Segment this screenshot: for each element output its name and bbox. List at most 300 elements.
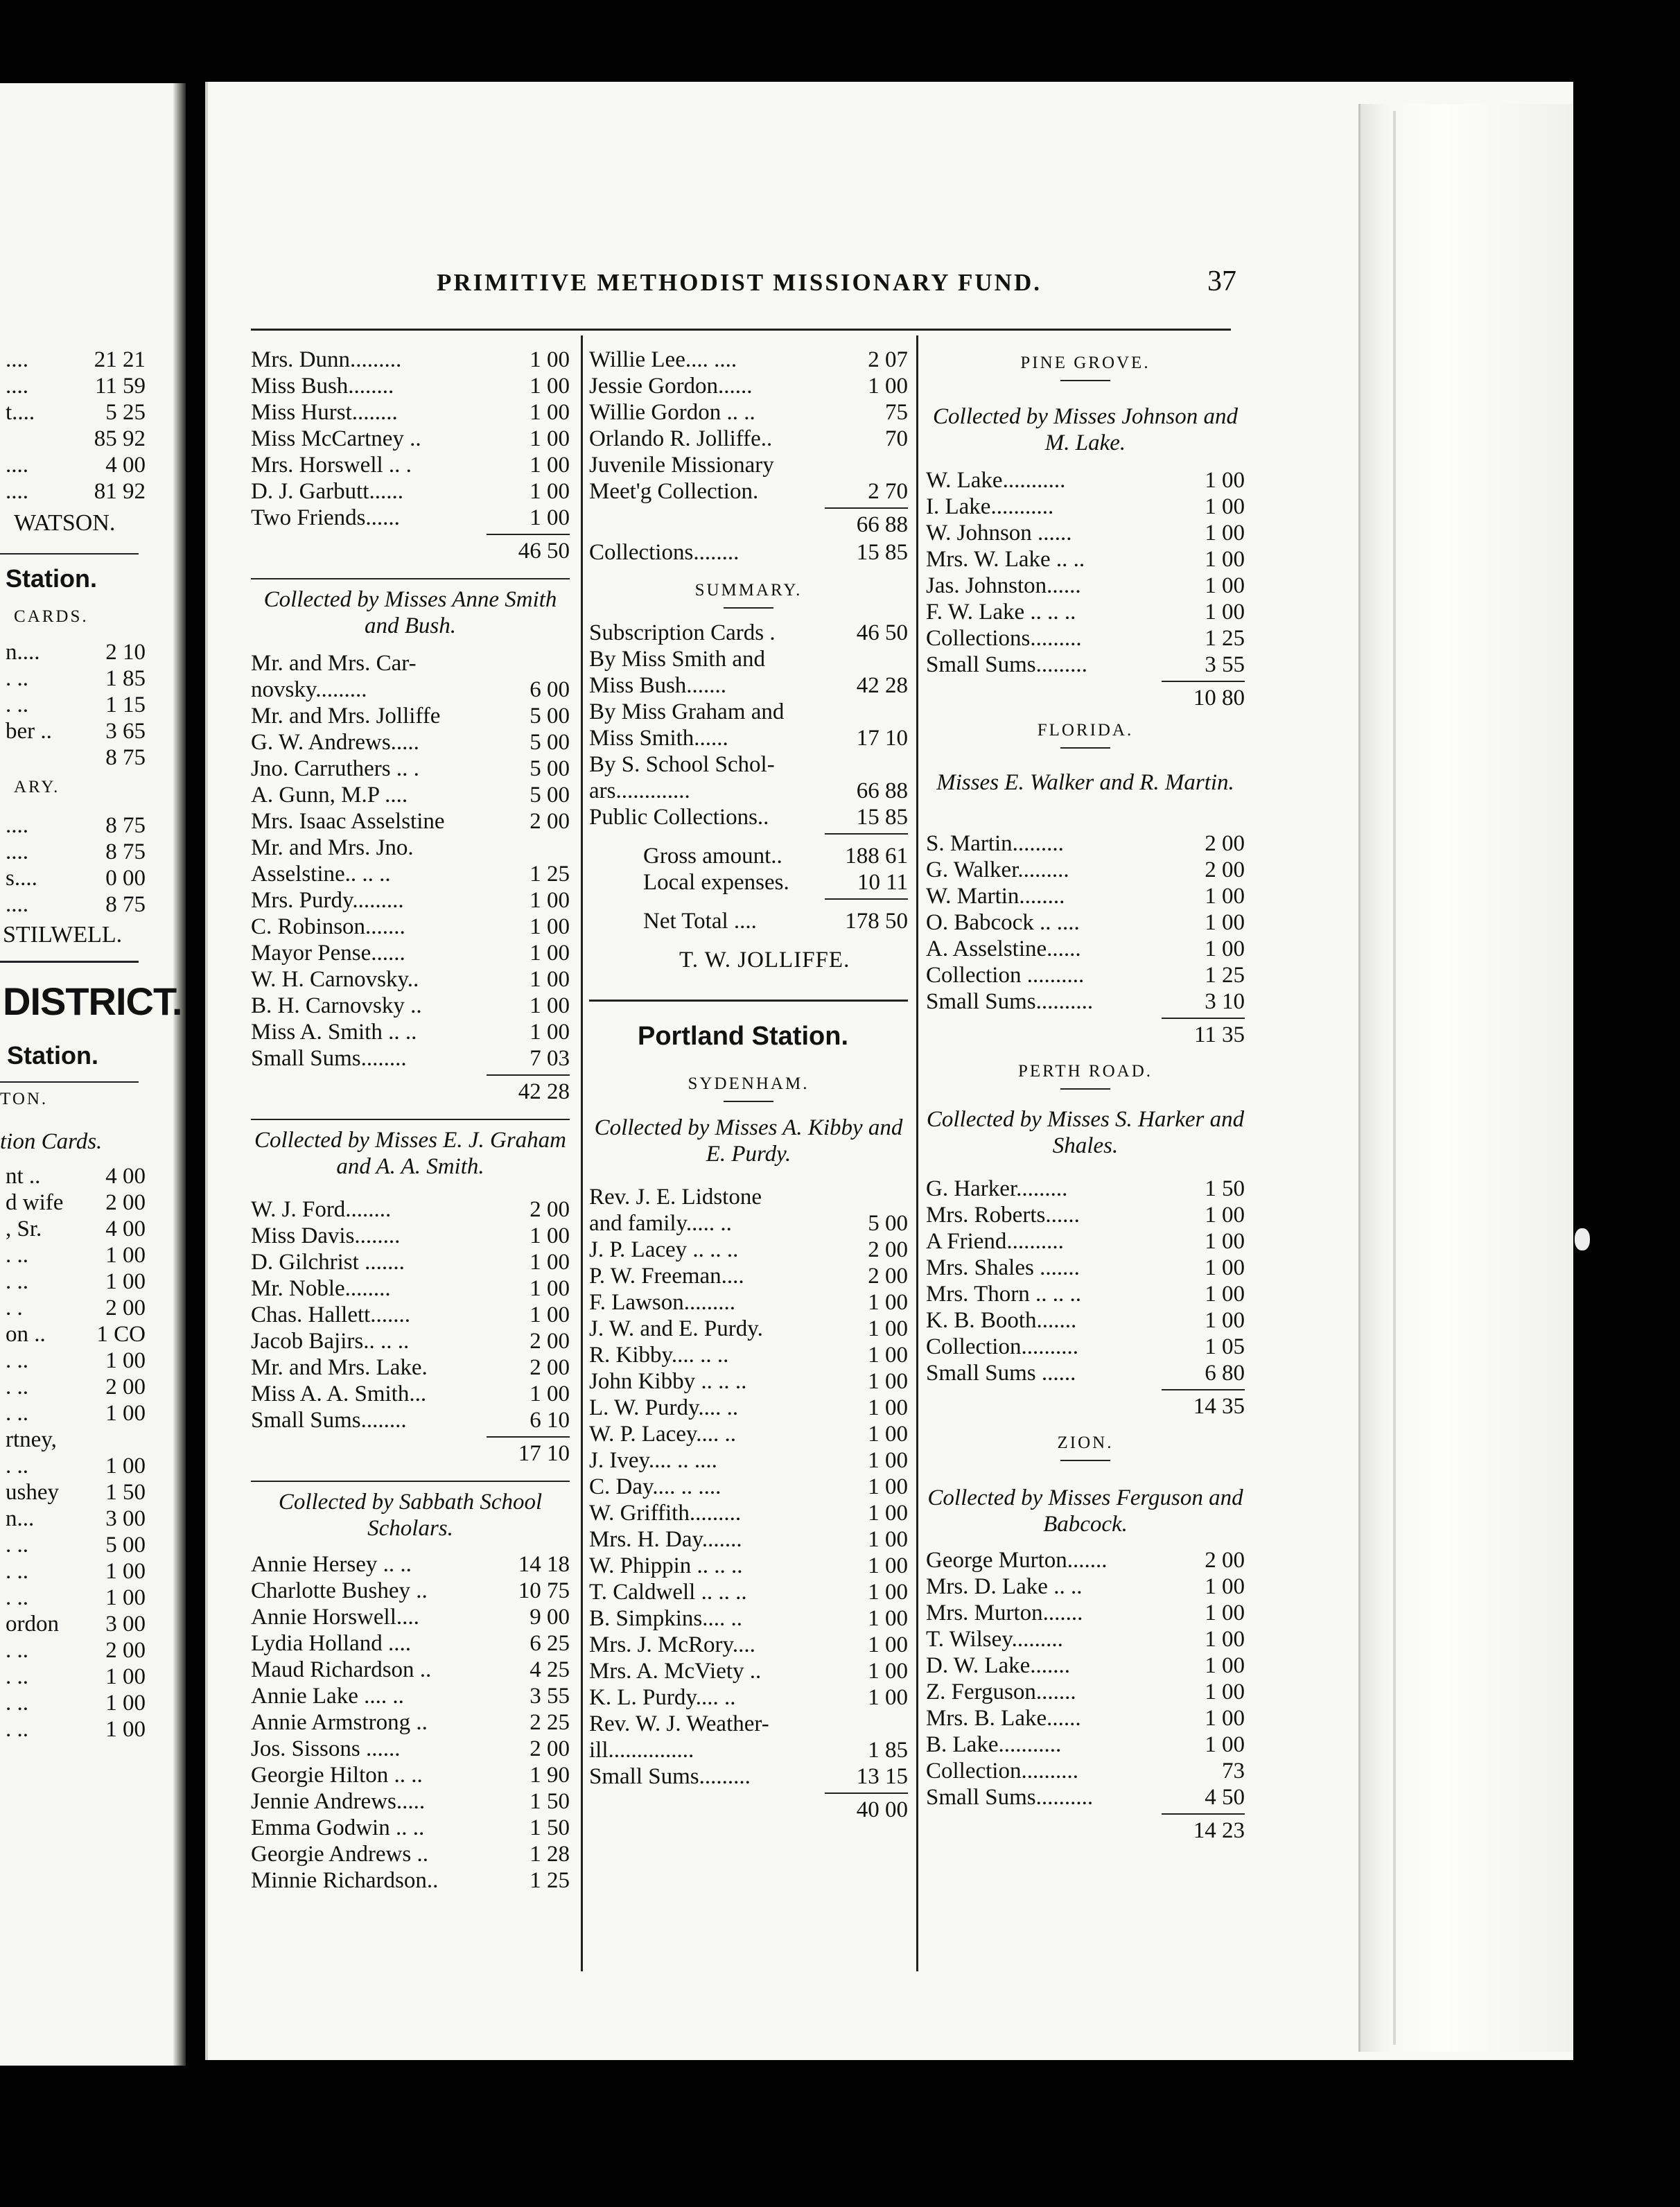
c3d-name: Mrs. Murton.......	[926, 1600, 1083, 1625]
left-station-heading: Station.	[6, 564, 97, 593]
c3b-name: W. Martin........	[926, 884, 1065, 909]
c1b-total-rule	[487, 1074, 570, 1076]
c1-collector-heading-c: Collected by Misses E. J. Graham and A. A. Smith.	[254, 1128, 566, 1179]
left-row-name: . ..	[6, 1664, 28, 1689]
c3a-total-amount: 10 80	[1193, 686, 1245, 710]
c1d-row	[251, 1815, 570, 1841]
c3c-amount: 1 05	[1205, 1334, 1245, 1359]
c3b-total-amount: 11 35	[1193, 1022, 1245, 1047]
c1d-row	[251, 1578, 570, 1604]
c3b-row	[926, 962, 1245, 988]
summary-name: Subscription Cards .	[589, 620, 776, 645]
left-row	[0, 1242, 146, 1268]
c1c-amount: 1 00	[530, 1381, 570, 1406]
c2a-row	[589, 347, 908, 373]
left-row-name: nt ..	[6, 1164, 41, 1189]
left-row-name: ....	[6, 839, 28, 864]
c2b-name: B. Simpkins.... ..	[589, 1606, 742, 1631]
summary-amount: 17 10	[856, 726, 908, 751]
florida-heading: FLORIDA.	[1037, 721, 1134, 740]
c2a-row	[589, 478, 908, 505]
c3c-name: Small Sums ......	[926, 1361, 1076, 1386]
c2b-name: Rev. W. J. Weather-	[589, 1711, 769, 1736]
left-row-amount: 1 00	[105, 1559, 146, 1584]
left-row-name: . ..	[6, 1348, 28, 1373]
left-row	[0, 1479, 146, 1506]
c1d-amount: 14 18	[518, 1552, 570, 1577]
c2-collector-heading-b: Collected by Misses A. Kibby and E. Purdy.	[594, 1115, 903, 1167]
c1b-amount: 1 00	[530, 967, 570, 992]
c3c-name: Collection..........	[926, 1334, 1078, 1359]
c2b-amount: 1 00	[868, 1685, 908, 1710]
c3c-total	[926, 1393, 1245, 1420]
left-row	[0, 1216, 146, 1242]
c3a-amount: 1 00	[1205, 600, 1245, 625]
c3b-row	[926, 936, 1245, 962]
c1b-total-amount: 42 28	[518, 1079, 570, 1104]
c1a-amount: 1 00	[530, 374, 570, 399]
c1c-name: Jacob Bajirs.. .. ..	[251, 1329, 410, 1354]
c1d-name: Annie Horswell....	[251, 1605, 419, 1630]
c3c-row	[926, 1307, 1245, 1334]
c2b-row	[589, 1553, 908, 1579]
c2b-amount: 5 00	[868, 1211, 908, 1236]
perth-road-heading: PERTH ROAD.	[1017, 1062, 1153, 1081]
page-edges	[1358, 104, 1573, 2052]
c3d-name: B. Lake...........	[926, 1732, 1062, 1757]
net-total-label: Net Total ....	[643, 909, 757, 934]
c2b-row	[589, 1579, 908, 1605]
left-row	[0, 347, 146, 373]
sydenham-heading: SYDENHAM.	[688, 1074, 810, 1093]
c2b-name: ill...............	[589, 1738, 694, 1763]
c2-collections-amount: 15 85	[856, 540, 908, 565]
c3a-amount: 3 55	[1205, 652, 1245, 677]
c1c-amount: 1 00	[530, 1302, 570, 1327]
c2b-name: Mrs. A. McViety ..	[589, 1659, 762, 1684]
left-row	[0, 665, 146, 692]
c3c-row	[926, 1176, 1245, 1202]
gross-amount-row	[643, 843, 908, 869]
c3a-amount: 1 00	[1205, 521, 1245, 546]
c3b-row	[926, 883, 1245, 909]
c2a-name: Orlando R. Jolliffe..	[589, 426, 773, 451]
c1-collector-heading-b: Collected by Misses Anne Smith and Bush.	[263, 587, 557, 638]
c1d-amount: 10 75	[518, 1578, 570, 1603]
c1d-row	[251, 1657, 570, 1683]
c1b-amount: 5 00	[530, 783, 570, 808]
c1d-row	[251, 1709, 570, 1736]
left-row-name: ....	[6, 453, 28, 478]
left-row-name: ordon	[6, 1612, 59, 1637]
c3a-amount: 1 00	[1205, 468, 1245, 493]
summary-amount: 42 28	[856, 673, 908, 698]
c2b-name: W. Phippin .. .. ..	[589, 1553, 743, 1578]
left-row-name: ....	[6, 892, 28, 917]
c1d-amount: 3 55	[530, 1684, 570, 1709]
local-expenses-amount: 10 11	[857, 870, 908, 895]
gross-amount-label: Gross amount..	[643, 844, 782, 869]
c1b-row	[251, 993, 570, 1019]
c1b-amount: 5 00	[530, 704, 570, 729]
c1c-row	[251, 1302, 570, 1328]
c1d-name: Charlotte Bushey ..	[251, 1578, 428, 1603]
c1b-row	[251, 887, 570, 914]
c1d-row	[251, 1788, 570, 1815]
c1d-name: Annie Hersey .. ..	[251, 1552, 412, 1577]
left-row-amount: 8 75	[105, 839, 146, 864]
c2b-row	[589, 1237, 908, 1263]
left-row-amount: 3 65	[105, 719, 146, 744]
left-row-name: d wife	[6, 1190, 64, 1215]
c3d-name: Mrs. B. Lake......	[926, 1706, 1081, 1731]
c2b-row	[589, 1184, 908, 1210]
c2b-amount: 1 00	[868, 1422, 908, 1447]
left-row	[0, 639, 146, 665]
left-row	[0, 891, 146, 918]
c3c-amount: 1 00	[1205, 1308, 1245, 1333]
c3d-row	[926, 1652, 1245, 1679]
left-row-name: . ..	[6, 1533, 28, 1558]
c2b-amount: 13 15	[856, 1764, 908, 1789]
summary-row	[589, 699, 908, 725]
c3d-amount: 1 00	[1205, 1680, 1245, 1704]
c2b-name: P. W. Freeman....	[589, 1264, 744, 1289]
pine-grove-heading-underline	[1060, 380, 1110, 381]
summary-row	[589, 620, 908, 646]
c1a-name: Two Friends......	[251, 505, 400, 530]
left-row	[0, 1506, 146, 1532]
c3a-row	[926, 467, 1245, 494]
c1a-row	[251, 478, 570, 505]
c3b-name: S. Martin.........	[926, 831, 1064, 856]
c3c-name: Mrs. Roberts......	[926, 1203, 1080, 1228]
running-title: PRIMITIVE METHODIST MISSIONARY FUND.	[437, 269, 1042, 296]
left-row-amount: 5 00	[105, 1533, 146, 1558]
c1c-row	[251, 1275, 570, 1302]
c1a-name: D. J. Garbutt......	[251, 479, 403, 504]
summary-name: ars.............	[589, 778, 690, 803]
c1a-total	[251, 538, 570, 564]
c1-collector-heading-d: Collected by Sabbath School Scholars.	[278, 1490, 543, 1541]
left-row	[0, 839, 146, 865]
left-row-name: . ..	[6, 1559, 28, 1584]
c2b-row	[589, 1447, 908, 1474]
c1b-amount: 1 25	[530, 862, 570, 887]
c1b-row	[251, 1045, 570, 1072]
left-row-name: . ..	[6, 1269, 28, 1294]
left-row	[0, 1321, 146, 1347]
c1b-row	[251, 808, 570, 835]
left-row-amount: 1 00	[105, 1664, 146, 1689]
c1c-amount: 1 00	[530, 1276, 570, 1301]
c1d-name: Jos. Sissons ......	[251, 1736, 401, 1761]
c3c-row	[926, 1360, 1245, 1386]
c3c-amount: 6 80	[1205, 1361, 1245, 1386]
c1-separator	[251, 1481, 570, 1482]
c2b-total-amount: 40 00	[856, 1797, 908, 1822]
c2b-row	[589, 1605, 908, 1632]
c1b-name: C. Robinson.......	[251, 914, 405, 939]
c2-separator	[589, 1000, 908, 1002]
c1d-name: Emma Godwin .. ..	[251, 1815, 425, 1840]
c1d-name: Annie Lake .... ..	[251, 1684, 404, 1709]
c1c-amount: 2 00	[530, 1329, 570, 1354]
left-row-name: . ..	[6, 1375, 28, 1399]
left-row-name: s....	[6, 866, 37, 891]
column-divider-2	[916, 335, 918, 1971]
summary-name: Public Collections..	[589, 805, 769, 830]
left-row-name: . ..	[6, 1717, 28, 1742]
c3a-row	[926, 599, 1245, 625]
c3d-amount: 1 00	[1205, 1627, 1245, 1652]
c1b-name: Mr. and Mrs. Car-	[251, 651, 417, 676]
c3a-total	[926, 685, 1245, 711]
left-row-amount: 1 00	[105, 1691, 146, 1716]
signature: T. W. JOLLIFFE.	[679, 948, 850, 972]
c2a-amount: 2 70	[868, 479, 908, 504]
left-row-amount: 2 10	[105, 640, 146, 665]
c1b-name: novsky.........	[251, 677, 367, 702]
c1b-name: Mayor Pense......	[251, 941, 405, 966]
c2-collections-label: Collections........	[589, 540, 740, 565]
left-ton-heading: TON.	[0, 1090, 49, 1108]
left-row	[0, 1268, 146, 1295]
c2-collections-row	[589, 539, 908, 566]
c3c-total-rule	[1162, 1389, 1245, 1390]
c1b-name: G. W. Andrews.....	[251, 730, 419, 755]
c2b-amount: 1 00	[868, 1580, 908, 1605]
c1a-amount: 1 00	[530, 505, 570, 530]
left-row-amount: 1 00	[105, 1454, 146, 1478]
summary-name: Miss Smith......	[589, 726, 728, 751]
left-row	[0, 1347, 146, 1374]
c1a-row	[251, 373, 570, 399]
c1d-amount: 1 50	[530, 1815, 570, 1840]
c3a-name: Collections.........	[926, 626, 1082, 651]
c1d-name: Jennie Andrews.....	[251, 1789, 426, 1814]
c2b-row	[589, 1500, 908, 1526]
c1b-amount: 1 00	[530, 888, 570, 913]
c1c-total-rule	[487, 1436, 570, 1438]
c2a-total	[589, 512, 908, 538]
left-row-name: n...	[6, 1506, 35, 1531]
summary-name: By Miss Graham and	[589, 699, 785, 724]
c1d-name: Minnie Richardson..	[251, 1868, 439, 1893]
c3d-amount: 1 00	[1205, 1653, 1245, 1678]
left-row	[0, 1532, 146, 1558]
c2b-amount: 1 00	[868, 1343, 908, 1368]
c3d-name: Collection..........	[926, 1759, 1078, 1783]
c3a-amount: 1 25	[1205, 626, 1245, 651]
left-row	[0, 1558, 146, 1585]
c1b-name: A. Gunn, M.P ....	[251, 783, 408, 808]
c3d-amount: 4 50	[1205, 1785, 1245, 1810]
c1-separator	[251, 578, 570, 579]
c1a-row	[251, 399, 570, 426]
c1d-row	[251, 1630, 570, 1657]
scan-speck	[1575, 1228, 1590, 1250]
c3d-total-amount: 14 23	[1193, 1818, 1245, 1843]
left-row	[0, 1453, 146, 1479]
c3d-name: D. W. Lake.......	[926, 1653, 1071, 1678]
c3d-row	[926, 1731, 1245, 1758]
c1d-amount: 1 28	[530, 1842, 570, 1867]
c1a-amount: 1 00	[530, 347, 570, 372]
left-row	[0, 452, 146, 478]
c2b-row	[589, 1289, 908, 1316]
c2b-amount: 1 00	[868, 1474, 908, 1499]
left-row-name: n....	[6, 640, 40, 665]
c1b-name: Jno. Carruthers .. .	[251, 756, 419, 781]
c1a-amount: 1 00	[530, 400, 570, 425]
c1b-name: Mrs. Isaac Asselstine	[251, 809, 445, 834]
c2b-row	[589, 1737, 908, 1763]
c3d-row	[926, 1784, 1245, 1811]
c1c-name: Miss Davis........	[251, 1223, 401, 1248]
summary-rule	[825, 833, 908, 835]
c1b-row	[251, 729, 570, 756]
c1a-name: Miss Hurst........	[251, 400, 398, 425]
left-row-amount: 8 75	[105, 813, 146, 838]
left-row-amount: 1 50	[105, 1480, 146, 1505]
c1a-name: Mrs. Dunn.........	[251, 347, 402, 372]
summary-heading-underline	[724, 607, 773, 609]
c3d-row	[926, 1758, 1245, 1784]
left-row	[0, 1427, 146, 1453]
c2a-row	[589, 426, 908, 452]
c3a-name: Mrs. W. Lake .. ..	[926, 547, 1085, 572]
c2b-name: John Kibby .. .. ..	[589, 1369, 747, 1394]
c2a-amount: 1 00	[868, 374, 908, 399]
c3a-row	[926, 573, 1245, 599]
c1c-name: D. Gilchrist .......	[251, 1250, 405, 1275]
c2b-amount: 2 00	[868, 1264, 908, 1289]
header-rule	[251, 329, 1231, 331]
c2b-name: and family..... ..	[589, 1211, 732, 1236]
c2b-amount: 2 00	[868, 1237, 908, 1262]
c3b-amount: 1 00	[1205, 910, 1245, 935]
left-row-name: . ..	[6, 1243, 28, 1268]
summary-row	[589, 751, 908, 778]
c2b-name: W. P. Lacey.... ..	[589, 1422, 737, 1447]
left-row-amount: 4 00	[105, 1216, 146, 1241]
c3c-name: K. B. Booth.......	[926, 1308, 1077, 1333]
c2b-name: J. P. Lacey .. .. ..	[589, 1237, 739, 1262]
c2b-amount: 1 00	[868, 1659, 908, 1684]
c1d-amount: 6 25	[530, 1631, 570, 1656]
c3b-amount: 1 00	[1205, 936, 1245, 961]
c1b-amount: 2 00	[530, 809, 570, 834]
c1b-row	[251, 835, 570, 861]
left-row-name: rtney,	[6, 1427, 57, 1452]
page-number: 37	[1207, 265, 1236, 297]
florida-heading-underline	[1060, 747, 1110, 749]
c1b-row	[251, 782, 570, 808]
left-row-amount: 1 00	[105, 1243, 146, 1268]
c3d-row	[926, 1679, 1245, 1705]
left-tion-cards: tion Cards.	[0, 1129, 103, 1154]
left-stilwell: STILWELL.	[3, 922, 123, 948]
c1c-name: W. J. Ford........	[251, 1197, 392, 1222]
c1d-amount: 4 25	[530, 1657, 570, 1682]
c1a-row	[251, 505, 570, 531]
c3-collector-heading-c: Collected by Misses S. Harker and Shales.	[926, 1107, 1245, 1158]
left-row	[0, 865, 146, 891]
net-total-row	[643, 908, 908, 934]
c2b-total-rule	[825, 1792, 908, 1794]
c1a-total-amount: 46 50	[518, 539, 570, 564]
left-row	[0, 718, 146, 744]
left-row-name: . ..	[6, 1585, 28, 1610]
zion-heading: ZION.	[1057, 1433, 1114, 1452]
summary-amount: 66 88	[856, 778, 908, 803]
c2b-row	[589, 1421, 908, 1447]
summary-heading: SUMMARY.	[694, 581, 803, 600]
left-row-name: on ..	[6, 1322, 46, 1347]
c3d-amount: 1 00	[1205, 1600, 1245, 1625]
c1b-name: Mr. and Mrs. Jolliffe	[251, 704, 441, 729]
c3b-name: Small Sums..........	[926, 989, 1094, 1014]
left-row	[0, 744, 146, 771]
c1c-amount: 2 00	[530, 1197, 570, 1222]
c1d-name: Georgie Andrews ..	[251, 1842, 429, 1867]
c3b-row	[926, 857, 1245, 883]
left-row-name: t....	[6, 400, 35, 425]
c1c-row	[251, 1407, 570, 1433]
left-rule	[0, 961, 139, 963]
left-station2-heading: Station.	[7, 1041, 98, 1070]
left-row-name: ....	[6, 813, 28, 838]
c2b-row	[589, 1395, 908, 1421]
summary-amount: 15 85	[856, 805, 908, 830]
c2a-total-rule	[825, 507, 908, 509]
c3a-row	[926, 625, 1245, 652]
c3b-amount: 1 25	[1205, 963, 1245, 988]
left-district-heading: DISTRICT.	[3, 979, 182, 1023]
c1-separator	[251, 1119, 570, 1120]
left-row-name: . ..	[6, 1638, 28, 1663]
left-row-amount: 1 CO	[96, 1322, 146, 1347]
summary-amount: 46 50	[856, 620, 908, 645]
c1b-row	[251, 650, 570, 677]
c3-collector-heading-b: Misses E. Walker and R. Martin.	[936, 770, 1234, 795]
c2b-amount: 1 00	[868, 1290, 908, 1315]
left-row-amount: 4 00	[105, 453, 146, 478]
c2a-name: Jessie Gordon......	[589, 374, 753, 399]
c2b-amount: 1 00	[868, 1501, 908, 1526]
c1d-amount: 9 00	[530, 1605, 570, 1630]
c3a-name: W. Lake...........	[926, 468, 1066, 493]
c1d-name: Maud Richardson ..	[251, 1657, 432, 1682]
c1c-row	[251, 1381, 570, 1407]
c3d-amount: 2 00	[1205, 1548, 1245, 1573]
c3c-amount: 1 00	[1205, 1229, 1245, 1254]
left-row	[0, 692, 146, 718]
summary-name: By Miss Smith and	[589, 647, 765, 672]
c3a-name: Jas. Johnston......	[926, 573, 1081, 598]
left-row	[0, 1374, 146, 1400]
c1b-name: B. H. Carnovsky ..	[251, 993, 422, 1018]
left-row-amount: 2 00	[105, 1375, 146, 1399]
c3a-amount: 1 00	[1205, 494, 1245, 519]
c3d-row	[926, 1573, 1245, 1600]
c3b-amount: 3 10	[1205, 989, 1245, 1014]
perth-road-heading-underline	[1060, 1088, 1110, 1090]
left-row-name: . ..	[6, 666, 28, 691]
net-rule	[825, 898, 908, 900]
c1a-name: Miss McCartney ..	[251, 426, 421, 451]
